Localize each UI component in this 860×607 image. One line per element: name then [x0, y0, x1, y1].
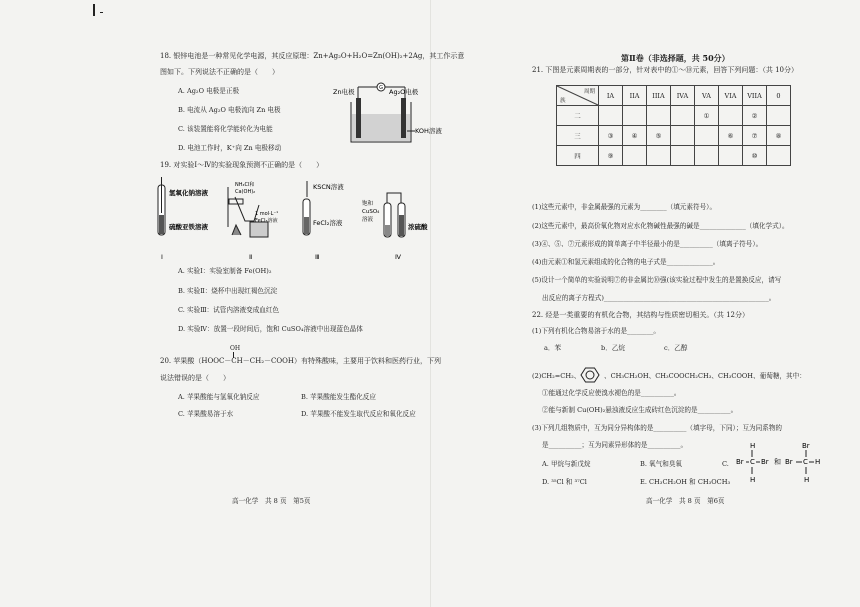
table-row	[557, 126, 791, 146]
element-cell: ⑧	[767, 126, 791, 146]
element-cell: ⑤	[647, 126, 671, 146]
q20-option-b: B. 苹果酸能发生酯化反应	[301, 393, 376, 401]
q18-option-b: B. 电流从 Ag₂O 电极流向 Zn 电极	[178, 106, 281, 114]
group-header: VA	[695, 86, 719, 106]
element-cell	[767, 146, 791, 166]
q22-stem: 22. 烃是一类重要的有机化合物，其结构与性质密切相关。（共 12分）	[532, 311, 749, 319]
struct2-left-br: Br	[785, 458, 793, 466]
q21-part5-line2: 出反应的离子方程式)__________________________________________________。	[542, 294, 776, 302]
q20-stem-line2: 说法错误的是（ ）	[160, 374, 230, 382]
q21-part2: (2)这些元素中，最高价氧化物对应水化物碱性最强的碱是______________（填化学式）。	[532, 222, 789, 230]
struct2-top-br: Br	[802, 442, 810, 450]
q20-option-c: C. 苹果酸易溶于水	[178, 410, 234, 418]
q18-option-c: C. 该装置能将化学能转化为电能	[178, 125, 273, 133]
element-cell	[719, 146, 743, 166]
experiments-diagram	[155, 177, 430, 262]
struct1-left-br: Br	[736, 458, 744, 466]
q20-option-a: A. 苹果酸能与氢氧化钠反应	[178, 393, 260, 401]
element-cell	[671, 126, 695, 146]
q19-option-a: A. 实验Ⅰ：实验室制备 Fe(OH)₂	[178, 267, 272, 275]
q22-sub1-option-c: c．乙醇	[664, 344, 688, 352]
koh-solution-label: KOH溶液	[415, 127, 442, 135]
element-cell	[647, 106, 671, 126]
exp4-roman: Ⅳ	[395, 253, 401, 261]
q22-option-e: E. CH₃CH₂OH 和 CH₃OCH₃	[640, 478, 731, 486]
q21-part1: (1)这些元素中，非金属最强的元素为________（填元素符号）。	[532, 203, 717, 211]
structures-and-label: 和	[774, 458, 781, 466]
struct2-bottom-h: H	[804, 476, 810, 484]
element-cell	[695, 146, 719, 166]
q22-sub1-option-b: b．乙烷	[601, 344, 626, 352]
scan-mark	[93, 4, 95, 16]
benzene-ring-icon	[577, 366, 603, 384]
right-page-footer: 高一化学 共 8 页 第6页	[646, 497, 725, 505]
element-cell	[695, 126, 719, 146]
q19-option-b: B. 实验Ⅱ：烧杯中出现红褐色沉淀	[178, 287, 278, 295]
exp2-solution-line2: FeCl₃溶液	[255, 218, 278, 224]
table-row	[557, 146, 791, 166]
left-page-footer: 高一化学 共 8 页 第5页	[232, 497, 311, 505]
q22-option-c: C.	[722, 460, 729, 468]
table-corner-cell	[557, 86, 599, 106]
struct2-center-c: C	[803, 458, 808, 466]
period-label: 二	[557, 106, 599, 126]
struct1-center-c: C	[750, 458, 755, 466]
exp2-reagent-line1: NH₄Cl和	[235, 182, 255, 188]
q18-option-d: D. 电池工作时，K⁺向 Zn 电极移动	[178, 144, 282, 152]
exp2-solution-line1: 1 mol·L⁻¹	[255, 211, 279, 217]
element-cell: ⑨	[599, 146, 623, 166]
zn-electrode-label: Zn电极	[333, 88, 355, 96]
periodic-table-fragment	[556, 85, 791, 166]
period-label: 三	[557, 126, 599, 146]
group-header: IIA	[623, 86, 647, 106]
group-header: VIA	[719, 86, 743, 106]
struct2-right-h: H	[815, 458, 821, 466]
q22-option-a: A. 甲烷与新戊烷	[542, 460, 591, 468]
group-header: 0	[767, 86, 791, 106]
q19-option-d: D. 实验Ⅳ：放置一段时间后，饱和 CuSO₄溶液中出现蓝色晶体	[178, 325, 363, 333]
corner-group-label: 族	[560, 98, 566, 104]
scan-mark	[100, 12, 103, 13]
q22-sub2-prefix: (2)CH₂=CH₂、	[532, 372, 581, 380]
section-title: 第Ⅱ卷（非选择题，共 50分）	[621, 53, 730, 63]
element-cell: ⑦	[743, 126, 767, 146]
q18-stem-line2: 图如下。下列说法不正确的是（ ）	[160, 68, 279, 76]
q18-option-a: A. Ag₂O 电极是正极	[178, 87, 240, 95]
struct1-bottom-h: H	[750, 476, 756, 484]
page-fold	[430, 0, 431, 607]
group-header: IVA	[671, 86, 695, 106]
q22-sub2-rest: 、CH₃CH₂OH、CH₃COOCH₂CH₃、CH₃COOH、葡萄糖，其中：	[604, 372, 806, 380]
q21-part3: (3)④、⑤、⑦元素形成的简单离子中半径最小的是__________（填离子符号）。	[532, 240, 763, 248]
element-cell: ⑥	[719, 126, 743, 146]
element-cell	[647, 146, 671, 166]
q21-stem: 21. 下图是元素周期表的一部分，针对表中的①～⑩元素，回答下列问题：（共 10分）	[532, 66, 798, 74]
q22-sub1: (1)下列有机化合物易溶于水的是________。	[532, 327, 661, 335]
exp4-side-label: 浓硫酸	[408, 223, 428, 231]
q22-sub2-a: ①能通过化学反应使溴水褪色的是__________。	[542, 389, 681, 397]
q19-option-c: C. 实验Ⅲ：试管内溶液变成血红色	[178, 306, 280, 314]
q21-part5-line1: (5)设计一个简单的实验说明⑦的非金属比⑩强(该实验过程中发生的是置换反应，请写	[532, 276, 782, 284]
ag2o-electrode-label: Ag₂O电极	[389, 88, 419, 96]
q22-option-b: B. 氧气和臭氧	[640, 460, 683, 468]
q22-sub3-line2: 是__________；互为同素异形体的是__________。	[542, 441, 688, 449]
q18-stem-line1: 18. 银锌电池是一种常见化学电源，其反应原理：Zn+Ag₂O+H₂O=Zn(OH)₂+2Ag，其工作示意	[160, 52, 465, 60]
exp2-reagent-line2: Ca(OH)₂	[235, 189, 256, 195]
corner-period-label: 周期	[583, 89, 595, 95]
element-cell: ⑩	[743, 146, 767, 166]
q22-sub3-line1: (3)下列几组物质中，互为同分异构体的是__________（填字母，下同）；互为同系物的	[532, 424, 783, 432]
group-header: IA	[599, 86, 623, 106]
q20-option-d: D. 苹果酸不能发生取代反应和氧化反应	[301, 410, 416, 418]
element-cell	[671, 106, 695, 126]
dibromomethane-structures	[736, 440, 846, 490]
struct1-right-br: Br	[761, 458, 769, 466]
q22-sub1-option-a: a．苯	[544, 344, 562, 352]
q19-stem: 19. 对实验Ⅰ～Ⅳ的实验现象预测不正确的是（ ）	[160, 161, 324, 169]
exp3-reagent-label: KSCN溶液	[313, 183, 344, 191]
element-cell	[671, 146, 695, 166]
element-cell	[719, 106, 743, 126]
q22-option-d: D. ³⁵Cl 和 ³⁷Cl	[542, 478, 587, 486]
element-cell	[623, 106, 647, 126]
struct1-top-h: H	[750, 442, 756, 450]
exp3-solution-label: FeCl₂溶液	[313, 219, 343, 227]
exp2-roman: Ⅱ	[249, 253, 253, 261]
group-header: IIIA	[647, 86, 671, 106]
element-cell	[623, 146, 647, 166]
element-cell	[599, 106, 623, 126]
element-cell: ④	[623, 126, 647, 146]
q20-oh-label: OH	[230, 345, 241, 352]
group-header: VIIA	[743, 86, 767, 106]
galvanometer-label: G	[379, 85, 383, 91]
exp1-reagent-label: 氢氧化钠溶液	[169, 189, 208, 197]
element-cell: ②	[743, 106, 767, 126]
exp4-label-line3: 溶液	[362, 217, 374, 223]
q21-part4: (4)由元素①和氢元素组成的化合物的电子式是______________。	[532, 258, 720, 266]
exp1-solution-label: 硫酸亚铁溶液	[169, 223, 208, 231]
exp1-roman: Ⅰ	[161, 253, 163, 261]
table-row	[557, 106, 791, 126]
q22-sub2-b: ②能与新制 Cu(OH)₂悬浊液反应生成砖红色沉淀的是__________。	[542, 406, 738, 414]
exp3-roman: Ⅲ	[315, 253, 320, 261]
exp4-label-line2: CuSO₄	[362, 209, 380, 215]
battery-diagram	[325, 80, 442, 155]
q20-stem-line1: 20. 苹果酸（HOOC－CH－CH₂－COOH）有特殊酸味，主要用于饮料和医药行业，下列	[160, 357, 441, 365]
element-cell: ③	[599, 126, 623, 146]
element-cell	[767, 106, 791, 126]
element-cell: ①	[695, 106, 719, 126]
period-label: 四	[557, 146, 599, 166]
exp4-label-line1: 饱和	[362, 201, 374, 207]
